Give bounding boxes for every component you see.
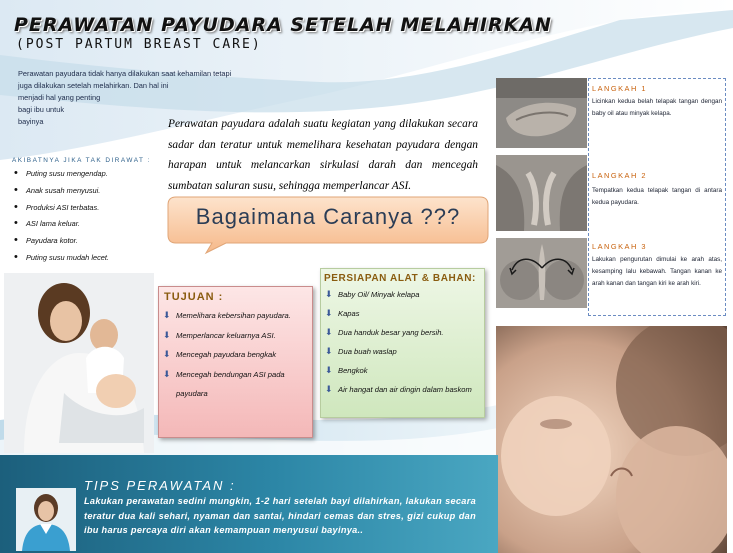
arrow-bullet-icon: ⬇ [325, 346, 333, 356]
step-3-photo [496, 238, 587, 308]
arrow-bullet-icon: ⬇ [325, 327, 333, 337]
list-item [325, 342, 481, 361]
step-2-photo [496, 155, 587, 231]
list-item-text: Bengkok [338, 366, 368, 375]
nurse-photo [16, 488, 76, 551]
list-item [325, 361, 481, 380]
list-item-text: Mencegah payudara bengkak [176, 350, 277, 359]
step-3-title: LANGKAH 3 [592, 242, 647, 251]
arrow-bullet-icon: ⬇ [325, 289, 333, 299]
list-item [325, 323, 481, 342]
arrow-bullet-icon: ⬇ [325, 384, 333, 394]
alat-list [325, 285, 481, 399]
step-1-title: LANGKAH 1 [592, 84, 647, 93]
list-item [325, 304, 481, 323]
arrow-bullet-icon: ⬇ [163, 329, 171, 340]
alat-heading: PERSIAPAN ALAT & BAHAN: [324, 273, 476, 284]
arrow-bullet-icon: ⬇ [163, 368, 171, 379]
list-item-text: Kapas [338, 309, 360, 318]
step-3-text: Lakukan pengurutan dimulai ke arah atas, kesamping lalu kebawah. Tangan kanan ke arah kanan dan tangan kiri ke arah kiri. [592, 256, 722, 287]
step-2-text: Tempatkan kedua telapak tangan di antara kedua payudara. [592, 187, 722, 206]
intro-line: Perawatan payudara tidak hanya dilakukan saat kehamilan tetapi [18, 69, 232, 78]
list-item-text: Mencegah bendungan ASI pada payudara [176, 369, 285, 398]
tips-heading: TIPS PERAWATAN : [84, 478, 236, 493]
list-item-text: Memelihara kebersihan payudara. [176, 311, 291, 320]
alat-bahan-box [320, 268, 485, 418]
list-item: • ASI lama keluar. [12, 218, 158, 235]
arrow-bullet-icon: ⬇ [163, 349, 171, 359]
intro-line: bagi ibu untuk [18, 105, 65, 114]
akibat-heading: AKIBATNYA JIKA TAK DIRAWAT : [12, 157, 151, 164]
tujuan-heading: TUJUAN : [164, 291, 224, 303]
tujuan-list [163, 306, 309, 404]
list-item-text: Baby Oil/ Minyak kelapa [338, 290, 420, 299]
arrow-bullet-icon: ⬇ [325, 365, 333, 375]
tujuan-box [158, 286, 313, 438]
list-item-text: Memperlancar keluarnya ASI. [176, 330, 276, 340]
list-item-text: Air hangat dan air dingin dalam baskom [338, 385, 472, 394]
list-item-text: Dua handuk besar yang bersih. [338, 328, 444, 337]
list-item: • Produksi ASI terbatas. [12, 202, 158, 219]
list-item-text: Dua buah waslap [338, 347, 397, 356]
list-item: • Puting susu mengendap. [12, 168, 158, 185]
arrow-bullet-icon: ⬇ [325, 308, 333, 318]
list-item: • Puting susu mudah lecet. [12, 252, 158, 269]
list-item [325, 380, 481, 399]
list-item [163, 306, 309, 326]
step-1-text: Licinkan kedua belah telapak tangan dengan baby oil atau minyak kelapa. [592, 98, 722, 117]
list-item [325, 285, 481, 304]
intro-line: juga dilakukan setelah melahirkan. Dan hal ini [18, 81, 169, 90]
list-item [163, 326, 309, 346]
arrow-bullet-icon: ⬇ [163, 310, 171, 320]
list-item: • Payudara kotor. [12, 235, 158, 252]
callout-text: Bagaimana Caranya ??? [195, 204, 461, 229]
akibat-list [12, 168, 158, 269]
mother-and-baby-photo [4, 273, 154, 453]
tips-text: Lakukan perawatan sedini mungkin, 1-2 hari setelah bayi dilahirkan, lakukan secara teratur dua kali sehari, nyaman dan santai, hindari cemas dan stres, gizi cukup dan ibu harus percaya diri akan kemampuan menyusui bayinya.. [84, 496, 476, 535]
intro-line: bayinya [18, 117, 44, 126]
page-title: PERAWATAN PAYUDARA SETELAH MELAHIRKAN [14, 14, 552, 36]
step-2-title: LANGKAH 2 [592, 171, 647, 180]
list-item [163, 365, 309, 404]
definition-paragraph: Perawatan payudara adalah suatu kegiatan yang dilakukan secara sadar dan teratur untuk memelihara kesehatan payudara dengan harapan untuk melancarkan sirkulasi darah dan mencegah sumbatan saluran susu, sehingga memperlancar ASI. [168, 118, 478, 192]
list-item [163, 345, 309, 365]
page-subtitle: (POST PARTUM BREAST CARE) [16, 37, 262, 52]
breastfeeding-photo [496, 326, 727, 553]
list-item: • Anak susah menyusui. [12, 185, 158, 202]
step-1-photo [496, 78, 587, 148]
langkah-box [588, 78, 726, 316]
intro-line: menjadi hal yang penting [18, 93, 101, 102]
